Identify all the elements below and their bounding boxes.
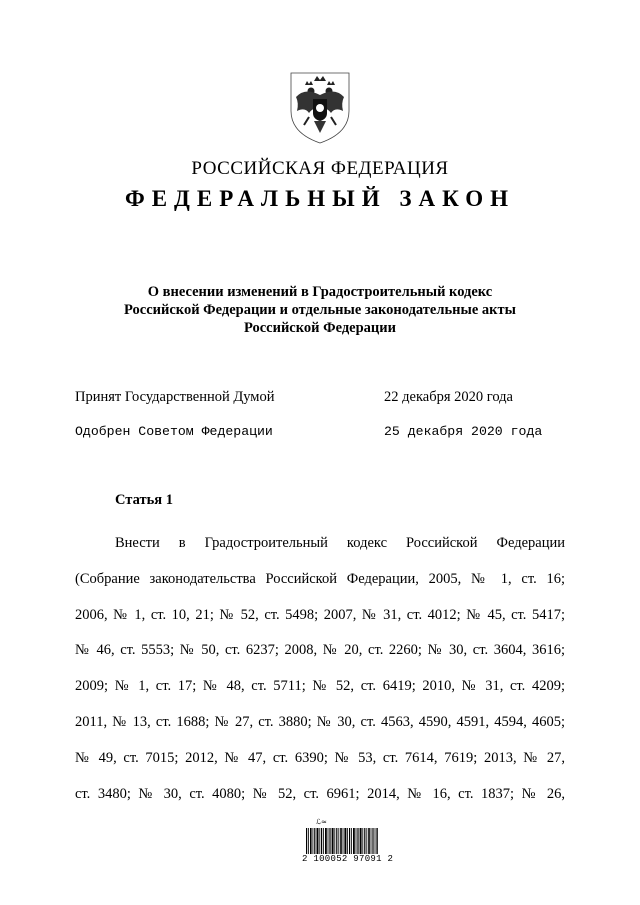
- body-line: № 49, ст. 7015; 2012, № 47, ст. 6390; № 53, ст. 7614, 7619; 2013, № 27,: [75, 749, 565, 766]
- body-line: 2009; № 1, ст. 17; № 48, ст. 5711; № 52, ст. 6419; 2010, № 31, ст. 4209;: [75, 678, 565, 695]
- body-line: 2011, № 13, ст. 1688; № 27, ст. 3880; № 30, ст. 4563, 4590, 4591, 4594, 4605;: [75, 713, 565, 730]
- adoption-date: 22 декабря 2020 года: [384, 389, 513, 405]
- barcode-icon: [306, 828, 378, 854]
- barcode-number: 2 100052 97091 2: [302, 854, 394, 864]
- approval-date: 25 декабря 2020 года: [384, 424, 543, 439]
- body-line: 2006, № 1, ст. 10, 21; № 52, ст. 5498; 2007, № 31, ст. 4012; № 45, ст. 5417;: [75, 606, 565, 623]
- document-barcode: [302, 818, 394, 868]
- article-heading: Статья 1: [115, 492, 173, 508]
- approval-label: Одобрен Советом Федерации: [75, 424, 273, 439]
- coat-of-arms-emblem: [287, 67, 353, 145]
- law-type-heading: ФЕДЕРАЛЬНЫЙ ЗАКОН: [124, 186, 516, 211]
- law-title-line: Российской Федерации: [243, 320, 396, 336]
- law-title-line: Российской Федерации и отдельные законодательные акты: [124, 302, 516, 318]
- law-title-line: О внесении изменений в Градостроительный кодекс: [147, 284, 493, 300]
- body-line: Внести в Градостроительный кодекс Российской Федерации: [115, 535, 565, 551]
- registration-mark: ℒ≈: [316, 818, 327, 826]
- article-body: [75, 526, 565, 812]
- country-name: РОССИЙСКАЯ ФЕДЕРАЦИЯ: [191, 158, 449, 179]
- body-line: (Собрание законодательства Российской Федерации, 2005, № 1, ст. 16;: [75, 570, 565, 587]
- body-line: ст. 3480; № 30, ст. 4080; № 52, ст. 6961; 2014, № 16, ст. 1837; № 26,: [75, 785, 565, 802]
- adoption-label: Принят Государственной Думой: [75, 389, 275, 405]
- law-title: [60, 283, 580, 337]
- body-line: № 46, ст. 5553; № 50, ст. 6237; 2008, № 20, ст. 2260; № 30, ст. 3604, 3616;: [75, 642, 565, 659]
